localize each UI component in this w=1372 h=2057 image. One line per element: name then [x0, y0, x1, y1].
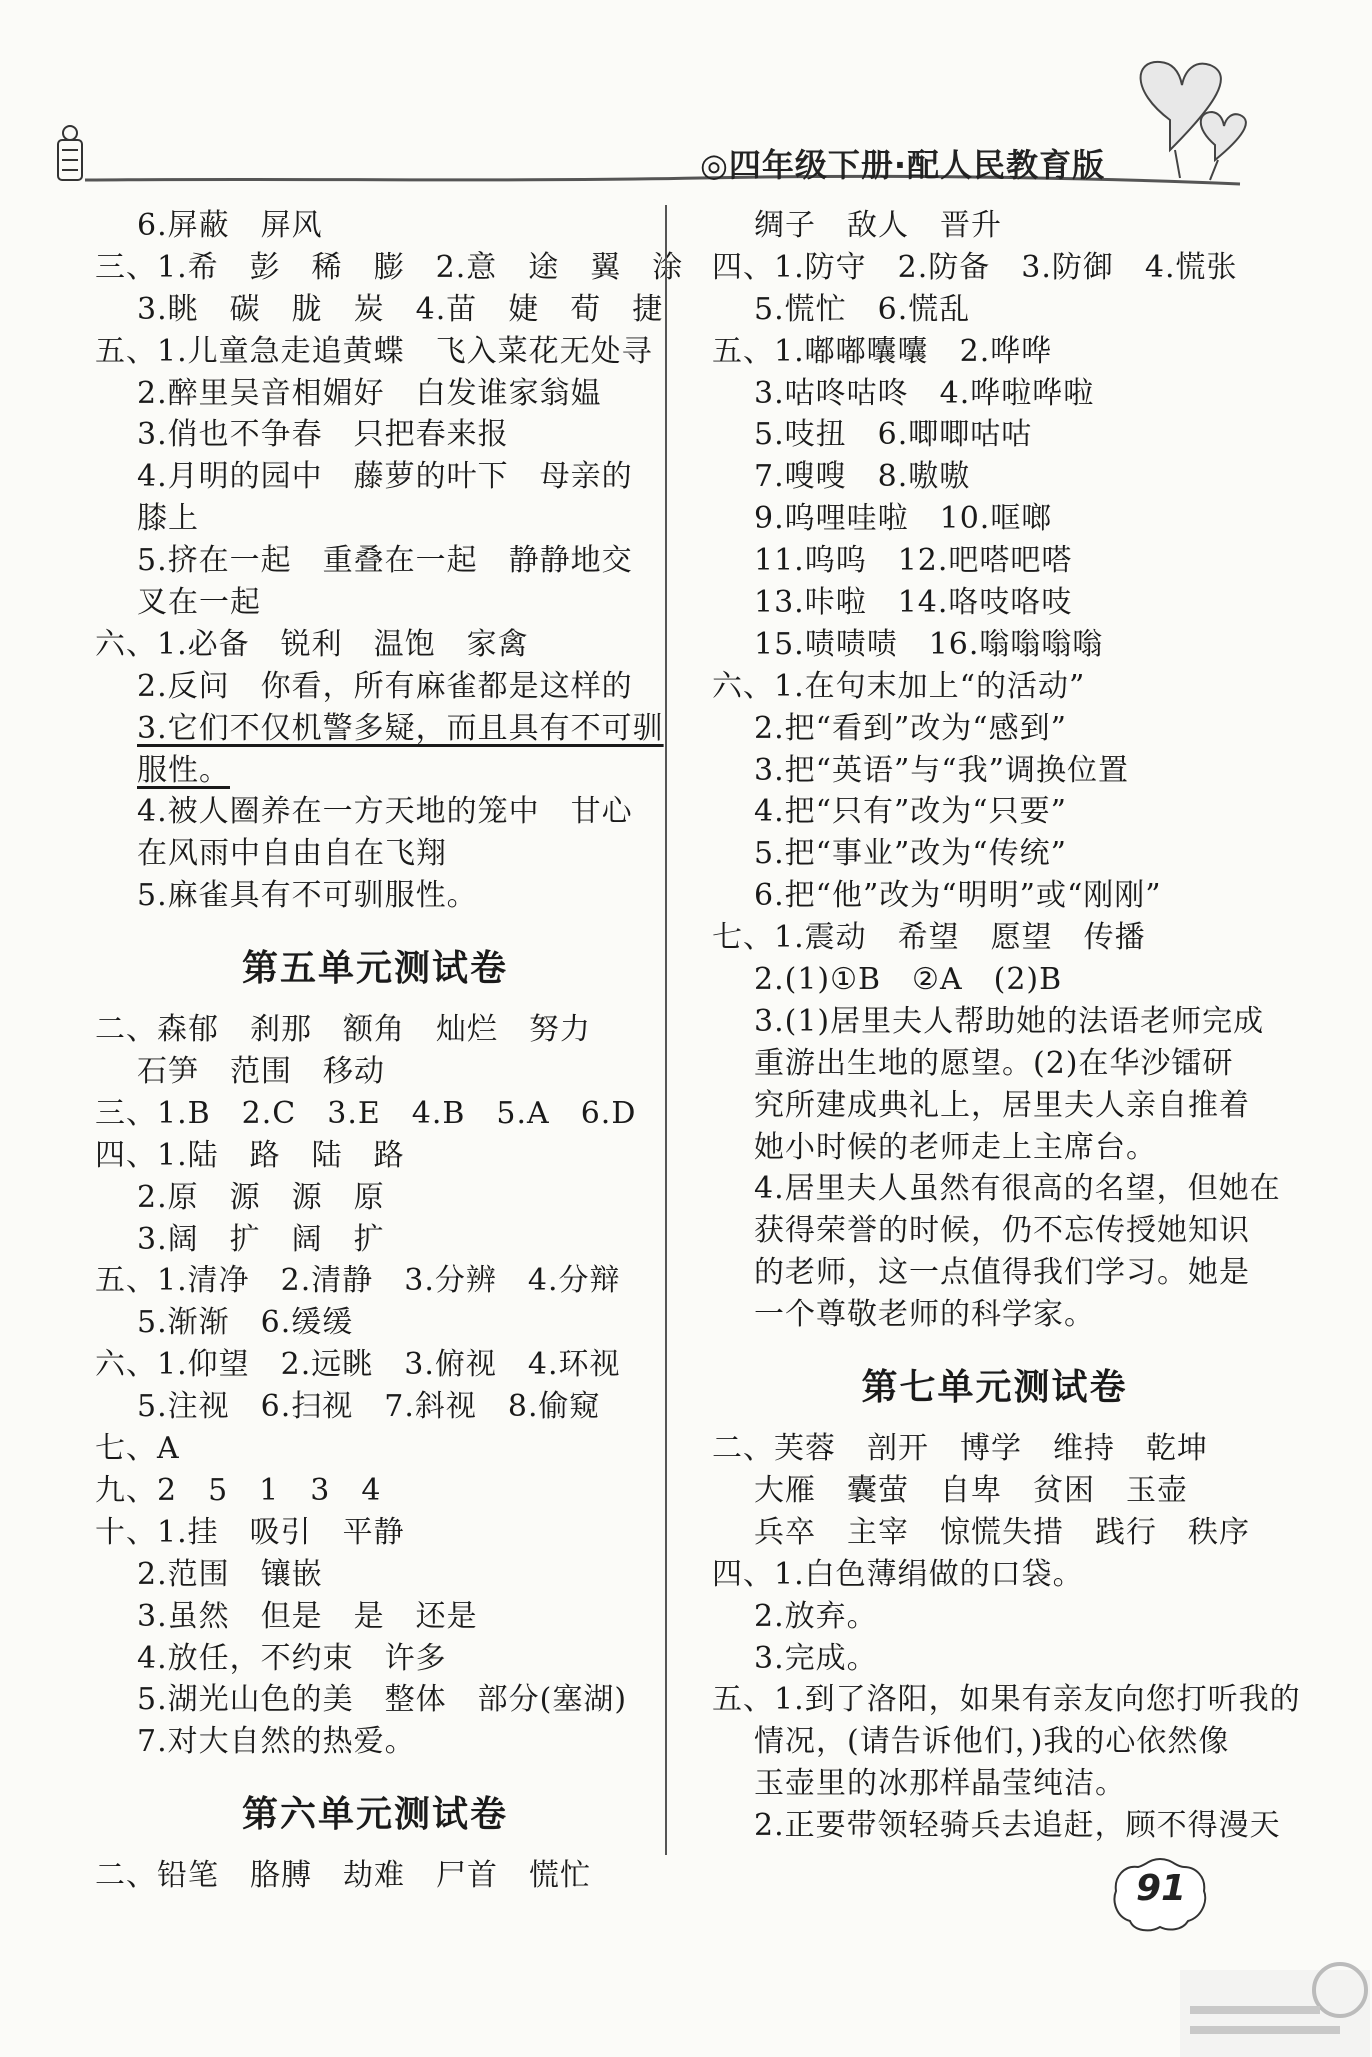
- heart-balloons-icon: [1141, 62, 1246, 180]
- answer-line: 获得荣誉的时候，仍不忘传授她知识: [754, 1213, 1250, 1249]
- answer-line: 5.麻雀具有不可驯服性。: [137, 878, 478, 914]
- answer-line: 5.吱扭 6.唧唧咕咕: [754, 417, 1033, 453]
- answer-line: 重游出生地的愿望。(2)在华沙镭研: [754, 1045, 1234, 1081]
- section-title-unit6: 第六单元测试卷: [241, 1794, 508, 1836]
- answer-line: 究所建成典礼上，居里夫人亲自推着: [754, 1087, 1250, 1123]
- answers-block-left-top: [95, 205, 684, 917]
- answer-line: 2.正要带领轻骑兵去追赶，顾不得漫天: [754, 1808, 1281, 1844]
- left-column: [95, 205, 684, 1897]
- answer-line: 三、1.B 2.C 3.E 4.B 5.A 6.D: [95, 1095, 637, 1131]
- answer-line: 叉在一起: [137, 585, 261, 621]
- answer-line: 六、1.必备 锐利 温饱 家禽: [95, 626, 529, 662]
- answer-line: 四、1.陆 路 陆 路: [95, 1137, 405, 1173]
- answer-line: 4.被人圈养在一方天地的笼中 甘心: [137, 794, 633, 830]
- answer-line: 六、1.仰望 2.远眺 3.俯视 4.环视: [95, 1347, 621, 1383]
- answer-line: 情况，(请告诉他们，)我的心依然像: [754, 1724, 1230, 1760]
- answers-block-unit7: [712, 1428, 1301, 1847]
- answer-line: 玉壶里的冰那样晶莹纯洁。: [754, 1766, 1126, 1802]
- answer-line: 四、1.白色薄绢做的口袋。: [712, 1556, 1084, 1592]
- cartoon-icon: [58, 126, 82, 180]
- answer-line: 11.呜呜 12.吧嗒吧嗒: [754, 543, 1073, 579]
- answer-line: 的老师，这一点值得我们学习。她是: [754, 1255, 1250, 1291]
- answer-line: 服性。: [137, 752, 230, 788]
- answer-line: 4.放任，不约束 许多: [137, 1640, 447, 1676]
- answer-line: 二、铅笔 胳膊 劫难 尸首 慌忙: [95, 1858, 591, 1894]
- page-header: [0, 0, 1372, 210]
- answer-line: 5.把“事业”改为“传统”: [754, 836, 1067, 872]
- answer-line: 13.咔啦 14.咯吱咯吱: [754, 585, 1073, 621]
- answer-line: 六、1.在句末加上“的活动”: [712, 668, 1086, 704]
- answer-line: 七、A: [95, 1431, 180, 1467]
- answer-line: 3.咕咚咕咚 4.哗啦哗啦: [754, 375, 1095, 411]
- answer-line: 4.把“只有”改为“只要”: [754, 794, 1067, 830]
- answer-line: 3.(1)居里夫人帮助她的法语老师完成: [754, 1003, 1265, 1039]
- answer-line: 绸子 敌人 晋升: [754, 208, 1002, 243]
- answer-line: 膝上: [137, 501, 199, 537]
- answer-line: 2.范围 镶嵌: [137, 1556, 323, 1592]
- answer-line: 五、1.嘟嘟囔囔 2.哗哗: [712, 333, 1053, 369]
- answer-line: 四、1.防守 2.防备 3.防御 4.慌张: [712, 249, 1238, 285]
- answer-line: 三、1.希 彭 稀 膨 2.意 途 翼 涂: [95, 249, 684, 285]
- answer-line: 2.放弃。: [754, 1598, 878, 1634]
- answer-line: 五、1.清净 2.清静 3.分辨 4.分辩: [95, 1263, 621, 1299]
- answer-line: 在风雨中自由自在飞翔: [137, 836, 447, 872]
- answer-line: 3.阔 扩 阔 扩: [137, 1221, 385, 1257]
- answer-line: 3.完成。: [754, 1640, 878, 1676]
- answer-line: 5.渐渐 6.缓缓: [137, 1305, 354, 1341]
- answer-line: 大雁 囊萤 自卑 贫困 玉壶: [754, 1472, 1188, 1508]
- answer-line: 7.对大自然的热爱。: [137, 1724, 416, 1760]
- answer-line: 兵卒 主宰 惊慌失措 践行 秩序: [754, 1514, 1250, 1550]
- answer-line: 十、1.挂 吸引 平静: [95, 1514, 405, 1550]
- series-label: ◎四年级下册·配人民教育版: [700, 146, 1106, 184]
- answer-line: 5.挤在一起 重叠在一起 静静地交: [137, 543, 633, 579]
- watermark-logo: [1180, 1950, 1370, 2057]
- answer-line: 5.注视 6.扫视 7.斜视 8.偷窥: [137, 1389, 601, 1425]
- answer-line: 5.湖光山色的美 整体 部分(塞湖): [137, 1682, 628, 1718]
- answer-line: 一个尊敬老师的科学家。: [754, 1297, 1095, 1333]
- answer-line: 3.俏也不争春 只把春来报: [137, 417, 509, 453]
- answer-line: 石笋 范围 移动: [137, 1054, 385, 1090]
- answer-line: 二、森郁 刹那 额角 灿烂 努力: [95, 1012, 591, 1048]
- answer-line: 5.慌忙 6.慌乱: [754, 291, 971, 327]
- answer-line: 3.虽然 但是 是 还是: [137, 1598, 478, 1634]
- answer-line: 2.(1)①B ②A (2)B: [754, 962, 1063, 998]
- answer-line: 3.它们不仅机警多疑，而且具有不可驯: [137, 710, 664, 746]
- answer-line: 4.居里夫人虽然有很高的名望，但她在: [754, 1171, 1281, 1207]
- answer-line: 2.醉里吴音相媚好 白发谁家翁媪: [137, 375, 602, 411]
- answer-line: 3.把“英语”与“我”调换位置: [754, 752, 1129, 788]
- answer-line: 二、芙蓉 剖开 博学 维持 乾坤: [712, 1431, 1208, 1467]
- answer-line: 4.月明的园中 藤萝的叶下 母亲的: [137, 459, 633, 495]
- answer-line: 2.反问 你看，所有麻雀都是这样的: [137, 668, 633, 704]
- answer-line: 七、1.震动 希望 愿望 传播: [712, 920, 1146, 956]
- answer-line: 3.眺 碳 胧 炭 4.苗 婕 荀 捷: [137, 291, 664, 327]
- answers-block-unit6: [95, 1855, 655, 1897]
- answer-line: 6.把“他”改为“明明”或“刚刚”: [754, 878, 1162, 914]
- answer-line: 五、1.到了洛阳，如果有亲友向您打听我的: [712, 1682, 1301, 1718]
- header-decoration: [0, 0, 1372, 210]
- answer-line: 9.呜哩哇啦 10.哐啷: [754, 501, 1053, 537]
- answer-line: 九、2 5 1 3 4: [95, 1472, 382, 1508]
- answers-block-right-top: [712, 205, 1281, 1336]
- answer-line: 15.啧啧啧 16.嗡嗡嗡嗡: [754, 626, 1104, 662]
- page-number: 91: [1135, 1868, 1187, 1909]
- right-column: [665, 205, 1301, 1855]
- section-title-unit7: 第七单元测试卷: [861, 1367, 1128, 1409]
- answer-line: 7.嗖嗖 8.嗷嗷: [754, 459, 971, 495]
- answer-line: 她小时候的老师走上主席台。: [754, 1129, 1157, 1165]
- answer-line: 五、1.儿童急走追黄蝶 飞入菜花无处寻: [95, 333, 653, 369]
- answer-line: 2.原 源 源 原: [137, 1179, 385, 1215]
- answer-line: 6.屏蔽 屏风: [137, 208, 323, 243]
- answer-line: 2.把“看到”改为“感到”: [754, 710, 1067, 746]
- answers-block-unit5: [95, 1009, 655, 1763]
- section-title-unit5: 第五单元测试卷: [241, 948, 508, 990]
